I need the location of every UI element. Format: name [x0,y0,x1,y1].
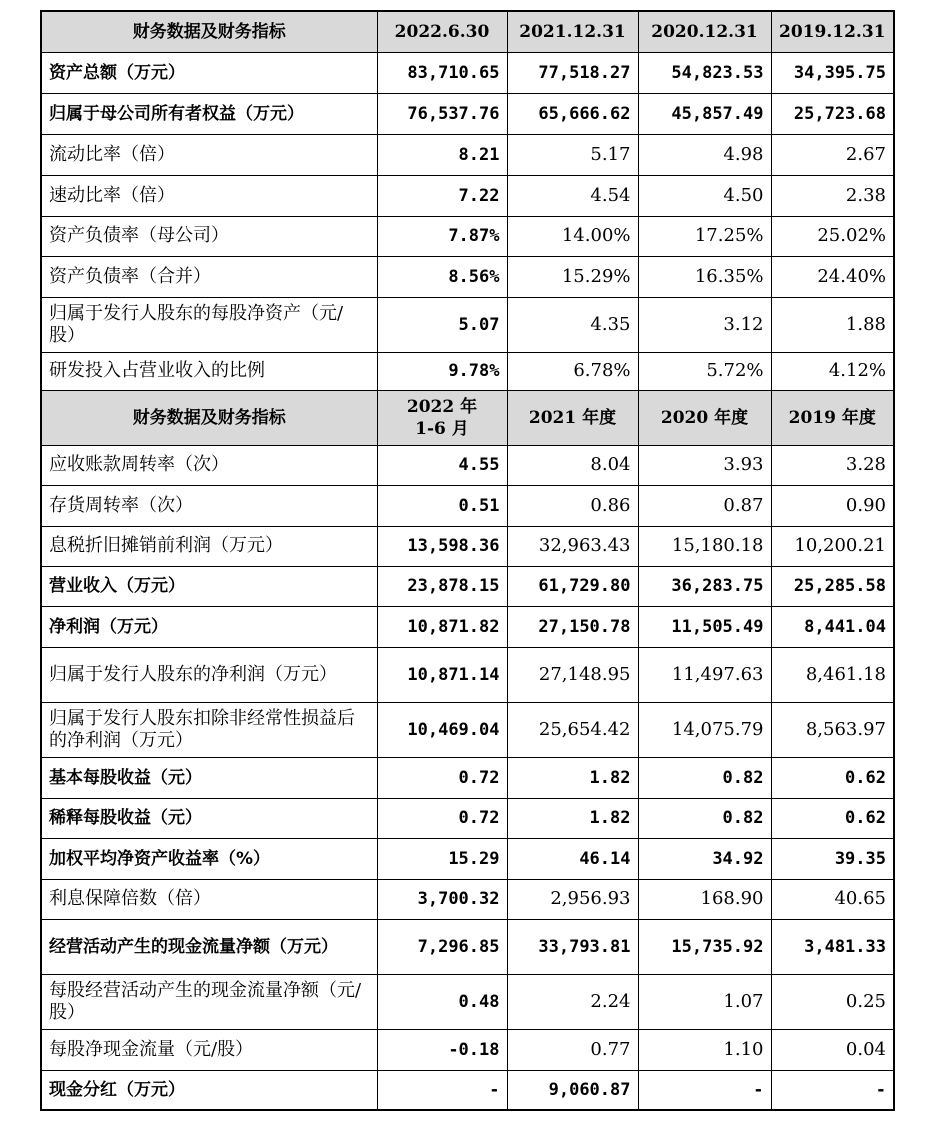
row-label: 资产总额（万元） [41,52,377,93]
cell-value: 4.55 [377,445,507,485]
cell-value: - [771,1070,894,1110]
cell-value: 24.40% [771,256,894,297]
row-label: 加权平均净资产收益率（%） [41,838,377,879]
cell-value: 1.82 [507,798,638,838]
header-cell: 2022.6.30 [377,11,507,52]
cell-value: 83,710.65 [377,52,507,93]
cell-value: 45,857.49 [638,93,771,134]
cell-value: 4.98 [638,134,771,175]
cell-value: 4.35 [507,297,638,352]
cell-value: - [638,1070,771,1110]
table-row [41,1029,894,1070]
cell-value: 61,729.80 [507,566,638,606]
row-label: 每股经营活动产生的现金流量净额（元/股） [41,974,377,1029]
cell-value: 0.77 [507,1029,638,1070]
table-header-row [41,390,894,445]
cell-value: 7,296.85 [377,919,507,974]
table-row [41,1070,894,1110]
cell-value: 0.87 [638,485,771,526]
header-cell: 2020.12.31 [638,11,771,52]
cell-value: 15.29% [507,256,638,297]
cell-value: 16.35% [638,256,771,297]
cell-value: 1.88 [771,297,894,352]
cell-value: 2.38 [771,175,894,216]
cell-value: 8.21 [377,134,507,175]
cell-value: 23,878.15 [377,566,507,606]
cell-value: 65,666.62 [507,93,638,134]
table-row [41,879,894,919]
table-row [41,526,894,566]
cell-value: 0.62 [771,757,894,798]
cell-value: 13,598.36 [377,526,507,566]
cell-value: 3,481.33 [771,919,894,974]
cell-value: 34,395.75 [771,52,894,93]
row-label: 稀释每股收益（元） [41,798,377,838]
row-label: 归属于母公司所有者权益（万元） [41,93,377,134]
cell-value: 25,723.68 [771,93,894,134]
table-row [41,919,894,974]
row-label: 营业收入（万元） [41,566,377,606]
header-cell: 2022 年 1-6 月 [377,390,507,445]
cell-value: 54,823.53 [638,52,771,93]
cell-value: 15,735.92 [638,919,771,974]
cell-value: 0.72 [377,757,507,798]
cell-value: 4.50 [638,175,771,216]
table-row [41,566,894,606]
table-row [41,352,894,390]
cell-value: 4.12% [771,352,894,390]
table-row [41,256,894,297]
row-label: 每股净现金流量（元/股） [41,1029,377,1070]
cell-value: 76,537.76 [377,93,507,134]
cell-value: 33,793.81 [507,919,638,974]
cell-value: 11,497.63 [638,647,771,702]
cell-value: 7.87% [377,216,507,256]
header-cell: 财务数据及财务指标 [41,11,377,52]
table-row [41,175,894,216]
cell-value: 8,563.97 [771,702,894,757]
cell-value: 8.04 [507,445,638,485]
table-row [41,974,894,1029]
cell-value: 10,871.14 [377,647,507,702]
row-label: 经营活动产生的现金流量净额（万元） [41,919,377,974]
cell-value: 0.90 [771,485,894,526]
cell-value: 25.02% [771,216,894,256]
table-row [41,445,894,485]
cell-value: 39.35 [771,838,894,879]
header-cell: 2021 年度 [507,390,638,445]
cell-value: 10,871.82 [377,606,507,647]
table-row [41,838,894,879]
cell-value: 7.22 [377,175,507,216]
cell-value: 34.92 [638,838,771,879]
table-row [41,485,894,526]
cell-value: 17.25% [638,216,771,256]
header-cell: 财务数据及财务指标 [41,390,377,445]
row-label: 现金分红（万元） [41,1070,377,1110]
table-row [41,798,894,838]
table-row [41,702,894,757]
cell-value: 8.56% [377,256,507,297]
cell-value: 5.17 [507,134,638,175]
row-label: 研发投入占营业收入的比例 [41,352,377,390]
row-label: 资产负债率（合并） [41,256,377,297]
row-label: 息税折旧摊销前利润（万元） [41,526,377,566]
header-cell: 2020 年度 [638,390,771,445]
header-cell: 2021.12.31 [507,11,638,52]
row-label: 基本每股收益（元） [41,757,377,798]
table-row [41,647,894,702]
cell-value: 9.78% [377,352,507,390]
cell-value: - [377,1070,507,1110]
cell-value: 10,200.21 [771,526,894,566]
cell-value: 40.65 [771,879,894,919]
cell-value: 11,505.49 [638,606,771,647]
cell-value: 36,283.75 [638,566,771,606]
cell-value: 2.24 [507,974,638,1029]
cell-value: 0.04 [771,1029,894,1070]
table-row [41,52,894,93]
cell-value: 1.07 [638,974,771,1029]
cell-value: 0.86 [507,485,638,526]
row-label: 资产负债率（母公司） [41,216,377,256]
cell-value: 0.82 [638,757,771,798]
cell-value: 3.93 [638,445,771,485]
cell-value: 27,148.95 [507,647,638,702]
table-row [41,93,894,134]
cell-value: 0.72 [377,798,507,838]
table-row [41,606,894,647]
cell-value: 3,700.32 [377,879,507,919]
row-label: 净利润（万元） [41,606,377,647]
cell-value: 25,285.58 [771,566,894,606]
cell-value: 27,150.78 [507,606,638,647]
cell-value: 0.51 [377,485,507,526]
cell-value: 77,518.27 [507,52,638,93]
cell-value: 10,469.04 [377,702,507,757]
header-cell: 2019.12.31 [771,11,894,52]
cell-value: 5.07 [377,297,507,352]
cell-value: 14.00% [507,216,638,256]
row-label: 归属于发行人股东的每股净资产（元/股） [41,297,377,352]
header-cell: 2019 年度 [771,390,894,445]
cell-value: -0.18 [377,1029,507,1070]
cell-value: 8,461.18 [771,647,894,702]
cell-value: 0.48 [377,974,507,1029]
cell-value: 3.28 [771,445,894,485]
cell-value: 14,075.79 [638,702,771,757]
cell-value: 1.10 [638,1029,771,1070]
cell-value: 15,180.18 [638,526,771,566]
cell-value: 32,963.43 [507,526,638,566]
row-label: 归属于发行人股东扣除非经常性损益后的净利润（万元） [41,702,377,757]
cell-value: 6.78% [507,352,638,390]
row-label: 速动比率（倍） [41,175,377,216]
cell-value: 0.62 [771,798,894,838]
cell-value: 168.90 [638,879,771,919]
table-row [41,134,894,175]
cell-value: 9,060.87 [507,1070,638,1110]
cell-value: 0.25 [771,974,894,1029]
cell-value: 46.14 [507,838,638,879]
row-label: 存货周转率（次） [41,485,377,526]
cell-value: 3.12 [638,297,771,352]
cell-value: 4.54 [507,175,638,216]
cell-value: 25,654.42 [507,702,638,757]
cell-value: 1.82 [507,757,638,798]
cell-value: 15.29 [377,838,507,879]
cell-value: 8,441.04 [771,606,894,647]
table-row [41,216,894,256]
table-row [41,757,894,798]
cell-value: 2.67 [771,134,894,175]
table-row [41,297,894,352]
row-label: 流动比率（倍） [41,134,377,175]
row-label: 利息保障倍数（倍） [41,879,377,919]
row-label: 应收账款周转率（次） [41,445,377,485]
cell-value: 0.82 [638,798,771,838]
financial-indicators-table [40,10,895,1111]
row-label: 归属于发行人股东的净利润（万元） [41,647,377,702]
table-header-row [41,11,894,52]
cell-value: 5.72% [638,352,771,390]
cell-value: 2,956.93 [507,879,638,919]
